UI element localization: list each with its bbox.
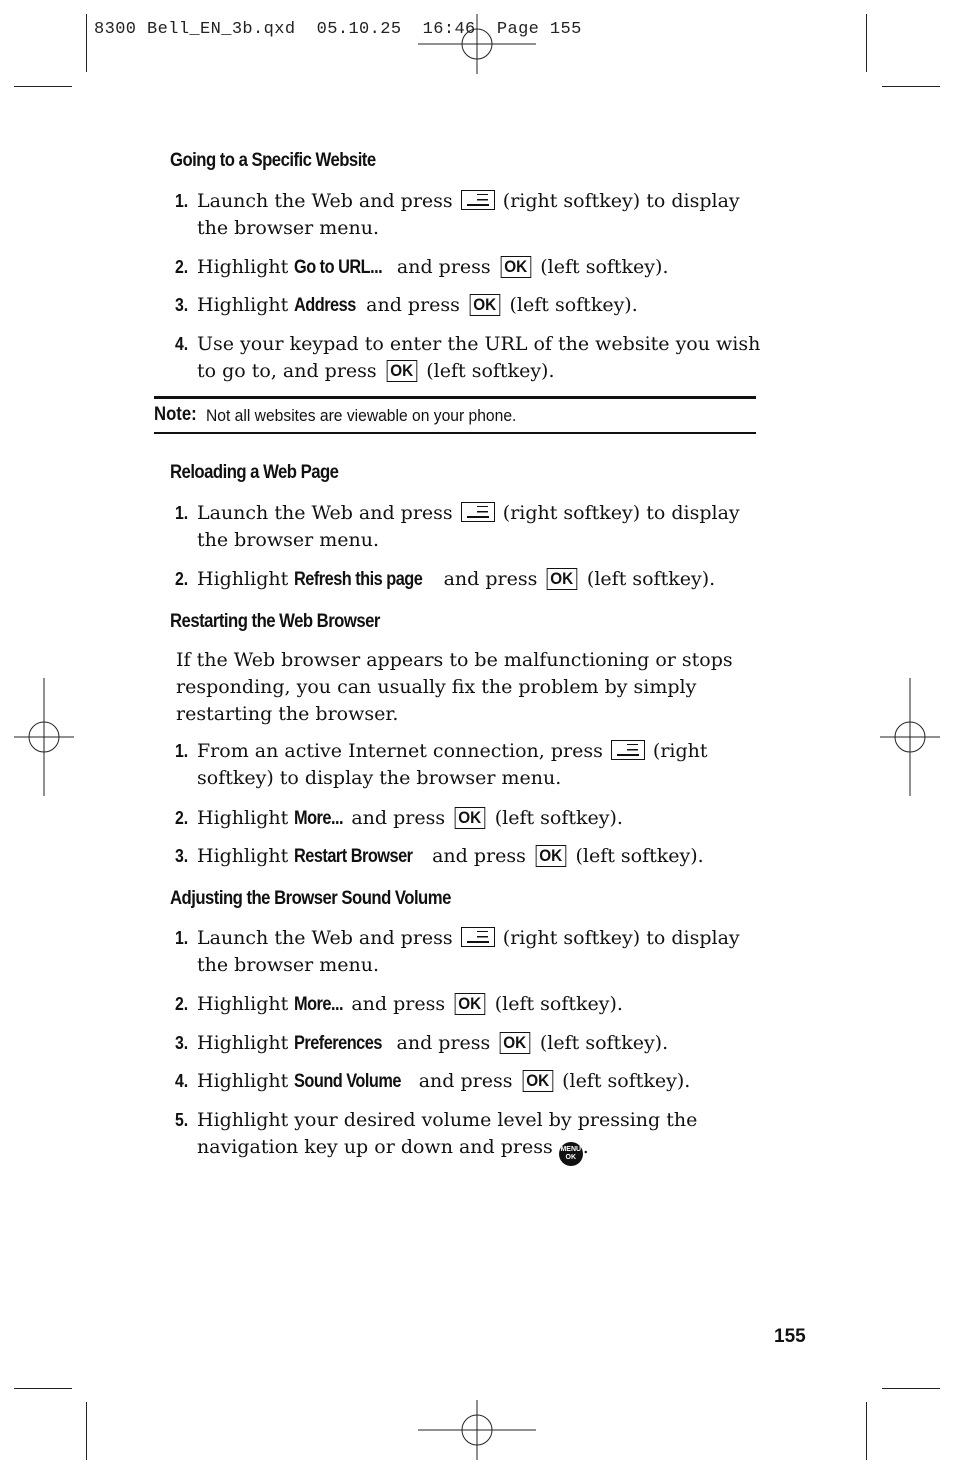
step-text: (left softkey). xyxy=(509,294,638,316)
step-goto-3 xyxy=(175,292,775,319)
step-number: 3. xyxy=(175,846,189,866)
step-text: and press xyxy=(396,1032,491,1054)
step-restart-1 xyxy=(175,738,775,792)
ok-key-icon: OK xyxy=(455,993,485,1015)
ok-key-icon: OK xyxy=(470,294,500,316)
step-text: . xyxy=(582,1136,589,1158)
step-text: and press xyxy=(351,993,446,1015)
step-goto-1 xyxy=(175,188,775,242)
step-restart-2 xyxy=(175,805,775,832)
step-text: Highlight xyxy=(197,294,289,316)
step-text: Highlight xyxy=(197,993,289,1015)
section-heading-volume: Adjusting the Browser Sound Volume xyxy=(170,888,451,909)
step-number: 2. xyxy=(175,257,189,277)
menu-softkey-icon xyxy=(461,927,495,947)
step-restart-3 xyxy=(175,843,775,870)
note-label: Note: xyxy=(154,404,197,425)
step-number: 1. xyxy=(175,741,189,761)
crop-mark xyxy=(86,14,87,72)
step-text: Use your keypad to enter the URL of the website you wish to go to, and press xyxy=(197,333,761,382)
registration-mark-icon xyxy=(418,1400,536,1460)
step-goto-4 xyxy=(175,331,775,385)
step-text: and press xyxy=(351,807,446,829)
step-text: Highlight xyxy=(197,568,289,590)
menu-option-label: Go to URL... xyxy=(294,257,383,278)
step-number: 5. xyxy=(175,1110,189,1130)
crop-mark xyxy=(882,86,940,87)
menu-option-label: Sound Volume xyxy=(294,1071,402,1092)
menu-ok-key-icon: MENU OK xyxy=(559,1142,583,1166)
ok-key-icon: OK xyxy=(522,1070,552,1092)
step-text: and press xyxy=(432,845,526,867)
step-text: (right softkey) to display the browser menu. xyxy=(197,190,740,239)
step-text: and press xyxy=(418,1070,513,1092)
step-number: 4. xyxy=(175,1071,189,1091)
menu-option-label: More... xyxy=(294,994,344,1015)
step-text: (left softkey). xyxy=(586,568,716,590)
step-text: Highlight xyxy=(197,256,289,278)
step-volume-3 xyxy=(175,1030,775,1057)
menu-option-label: Address xyxy=(294,295,357,316)
step-text: Highlight your desired volume level by pressing the navigation key up or down and press xyxy=(197,1109,698,1158)
menu-option-label: Refresh this page xyxy=(294,569,423,590)
step-number: 4. xyxy=(175,334,189,354)
registration-mark-icon xyxy=(418,14,536,74)
step-text: (left softkey). xyxy=(426,360,555,382)
crop-mark xyxy=(882,1388,940,1389)
step-reload-1 xyxy=(175,500,775,554)
section-heading-goto: Going to a Specific Website xyxy=(170,150,376,171)
step-volume-2 xyxy=(175,991,775,1018)
step-text: (left softkey). xyxy=(539,1032,669,1054)
step-text: Highlight xyxy=(197,845,289,867)
note-box xyxy=(154,396,756,434)
step-volume-1 xyxy=(175,925,775,979)
registration-mark-icon xyxy=(880,678,940,796)
step-number: 2. xyxy=(175,569,189,589)
step-text: Launch the Web and press xyxy=(197,190,453,212)
menu-softkey-icon xyxy=(461,190,495,210)
file-slug: 8300 Bell_EN_3b.qxd 05.10.25 16:46 Page 155 xyxy=(94,20,582,39)
step-text: and press xyxy=(396,256,491,278)
step-text: (left softkey). xyxy=(562,1070,691,1092)
menu-softkey-icon xyxy=(461,502,495,522)
note-text: Not all websites are viewable on your phone. xyxy=(206,406,517,425)
menu-option-label: More... xyxy=(294,808,344,829)
step-number: 3. xyxy=(175,1033,189,1053)
crop-mark xyxy=(866,14,867,72)
step-text: (left softkey). xyxy=(494,993,623,1015)
step-text: Highlight xyxy=(197,1032,289,1054)
ok-key-icon: OK xyxy=(386,360,416,382)
step-text: Highlight xyxy=(197,1070,289,1092)
step-text: (left softkey). xyxy=(540,256,669,278)
ok-key-icon: OK xyxy=(500,256,530,278)
step-volume-5 xyxy=(175,1107,775,1166)
step-number: 1. xyxy=(175,928,189,948)
crop-mark xyxy=(866,1402,867,1460)
step-text: and press xyxy=(366,294,460,316)
step-number: 2. xyxy=(175,994,189,1014)
menu-option-label: Preferences xyxy=(294,1033,383,1054)
crop-mark xyxy=(14,1388,72,1389)
menu-option-label: Restart Browser xyxy=(294,846,413,867)
registration-mark-icon xyxy=(14,678,74,796)
page-number: 155 xyxy=(774,1326,806,1347)
section-heading-reload: Reloading a Web Page xyxy=(170,462,339,483)
step-text: (right softkey) to display the browser menu. xyxy=(197,740,708,789)
step-number: 1. xyxy=(175,503,189,523)
step-text: (right softkey) to display the browser menu. xyxy=(197,502,740,551)
section-heading-restart: Restarting the Web Browser xyxy=(170,611,380,632)
menu-softkey-icon xyxy=(611,740,645,760)
step-number: 3. xyxy=(175,295,189,315)
step-text: Launch the Web and press xyxy=(197,502,453,524)
step-number: 1. xyxy=(175,191,189,211)
step-text: (left softkey). xyxy=(494,807,623,829)
crop-mark xyxy=(14,86,72,87)
step-text: Highlight xyxy=(197,807,289,829)
step-goto-2 xyxy=(175,254,775,281)
ok-key-icon: OK xyxy=(500,1032,530,1054)
ok-key-icon: OK xyxy=(536,845,566,867)
ok-key-icon: OK xyxy=(547,568,577,590)
crop-mark xyxy=(86,1402,87,1460)
step-text: From an active Internet connection, press xyxy=(197,740,603,762)
step-text: and press xyxy=(443,568,538,590)
step-text: Launch the Web and press xyxy=(197,927,453,949)
step-text: (right softkey) to display the browser menu. xyxy=(197,927,740,976)
step-text: (left softkey). xyxy=(575,845,704,867)
step-reload-2 xyxy=(175,566,775,593)
restart-intro-paragraph: If the Web browser appears to be malfunctioning or stops responding, you can usually fix the problem by simply restarting the browser. xyxy=(176,649,733,725)
step-volume-4 xyxy=(175,1068,775,1095)
step-number: 2. xyxy=(175,808,189,828)
ok-key-icon: OK xyxy=(455,807,485,829)
